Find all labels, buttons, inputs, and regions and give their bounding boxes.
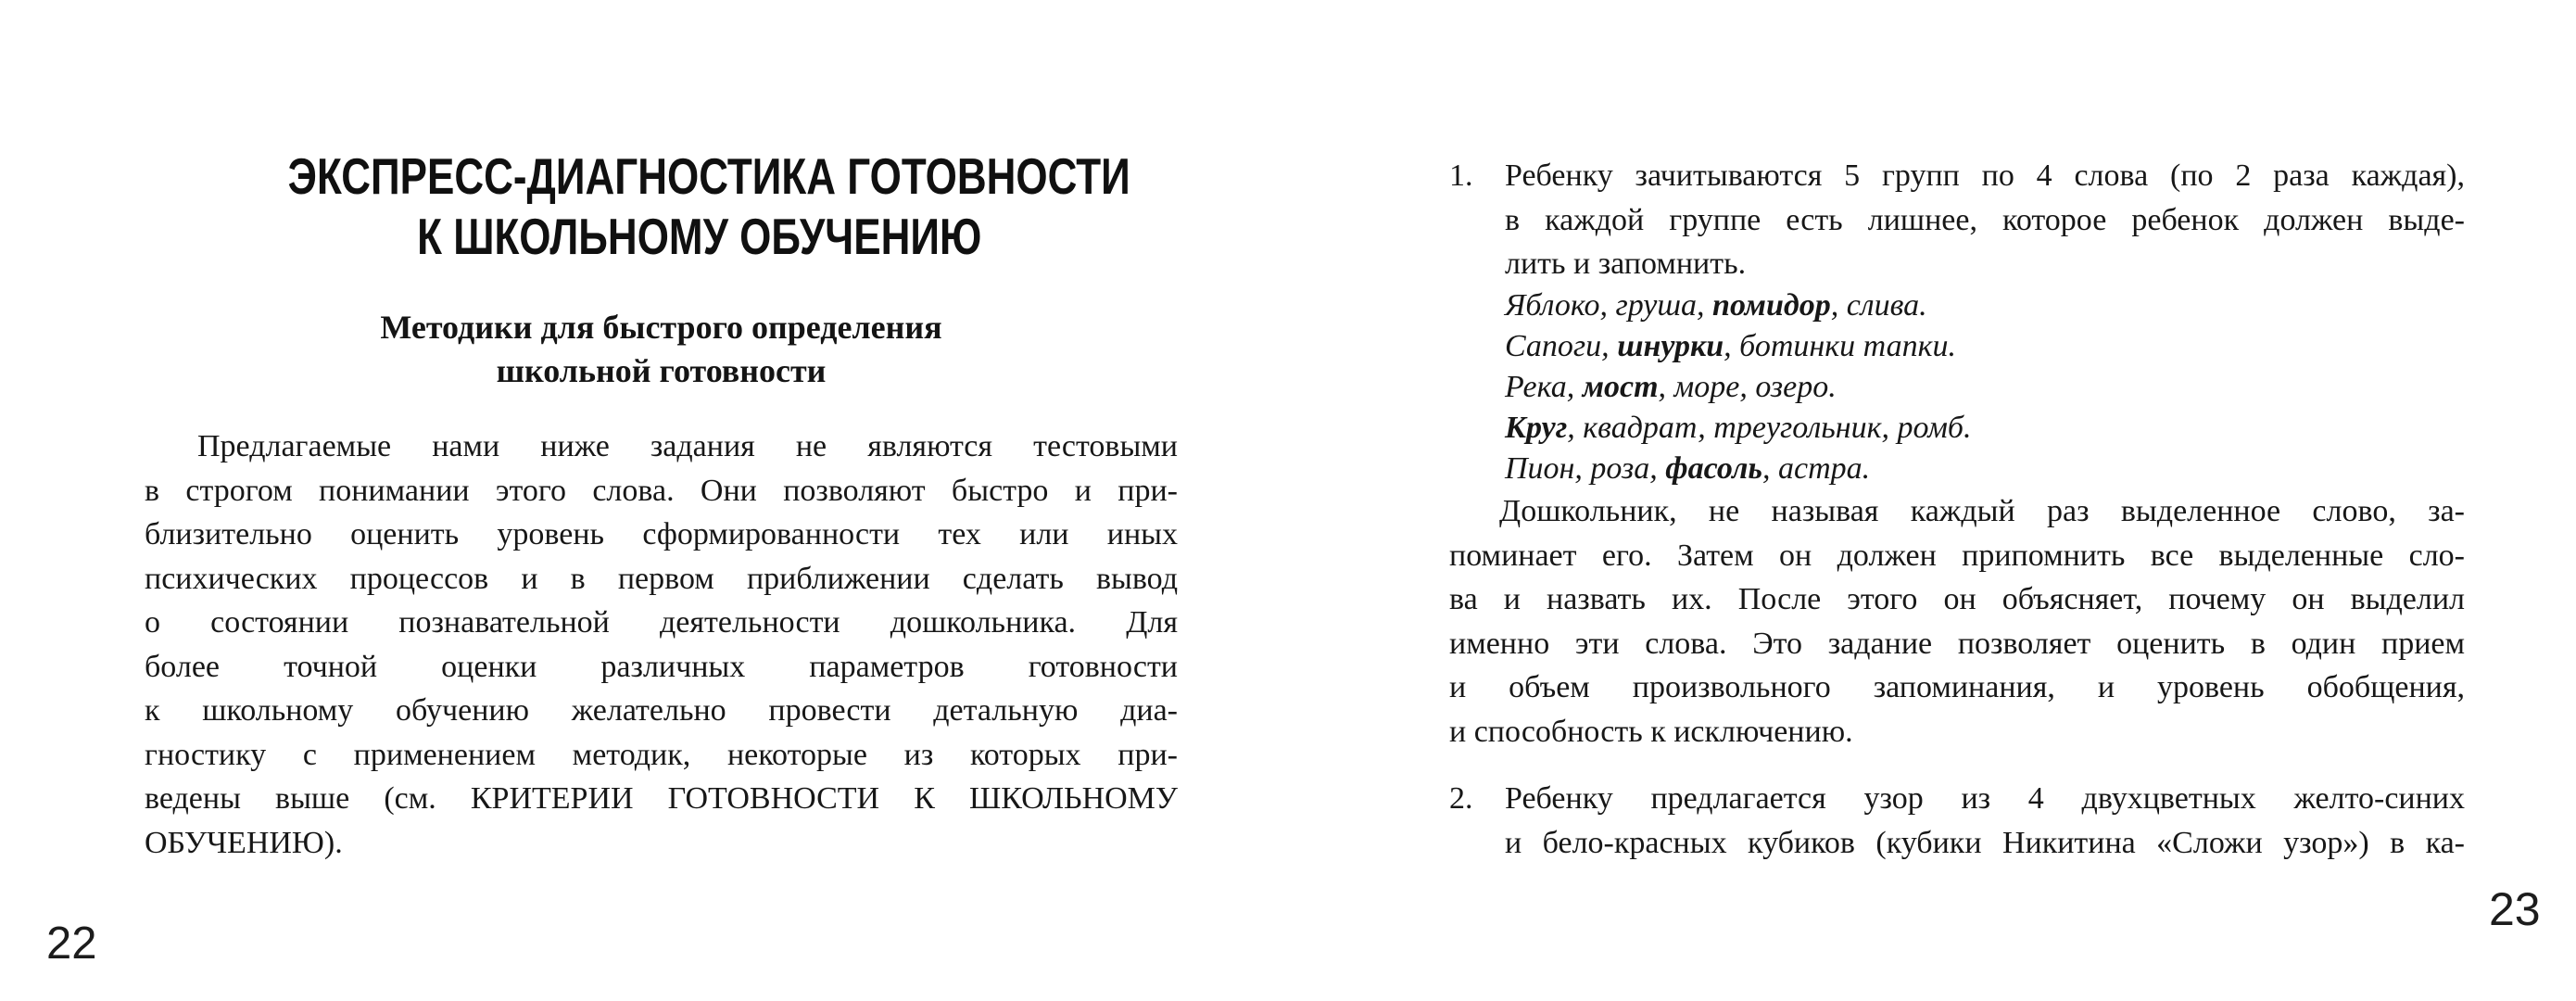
explanation-line: ва и назвать их. После этого он объясняет, почему он выделил xyxy=(1449,582,2465,616)
explanation-line: поминает его. Затем он должен припомнить все выделенные сло- xyxy=(1449,538,2465,573)
word-group-line: Круг, квадрат, треугольник, ромб. xyxy=(1505,411,1972,445)
item-2-number: 2. xyxy=(1449,781,1473,816)
paragraph-line: более точной оценки различных параметров готовности xyxy=(145,649,1178,684)
item-1-line: лить и запомнить. xyxy=(1505,247,1747,281)
paragraph-line: ведены выше (см. КРИТЕРИИ ГОТОВНОСТИ К ШКОЛЬНОМУ xyxy=(145,781,1178,816)
paragraph-line: к школьному обучению желательно провести детальную диа- xyxy=(145,693,1178,728)
chapter-title xyxy=(183,146,1216,267)
subtitle-line2: школьной готовности xyxy=(496,352,827,389)
intro-paragraph xyxy=(145,424,1178,865)
word-group-line: Пион, роза, фасоль, астра. xyxy=(1505,451,1871,486)
paragraph-line: в строгом понимании этого слова. Они позволяют быстро и при- xyxy=(145,473,1178,508)
word-group-line: Яблоко, груша, помидор, слива. xyxy=(1505,288,1927,323)
word-groups-list xyxy=(1449,285,2465,489)
item-1-line: в каждой группе есть лишнее, которое ребенок должен выде- xyxy=(1505,202,2465,237)
explanation-line: и способность к исключению. xyxy=(1449,714,1853,749)
section-subtitle xyxy=(145,306,1178,393)
paragraph-line: о состоянии познавательной деятельности дошкольника. Для xyxy=(145,605,1178,640)
paragraph-line: Предлагаемые нами ниже задания не являются тестовыми xyxy=(197,429,1178,463)
item-1-line: Ребенку зачитываются 5 групп по 4 слова (по 2 раза каждая), xyxy=(1505,158,2465,193)
paragraph-line: психических процессов и в первом приближении сделать вывод xyxy=(145,561,1178,596)
chapter-title-line2: К ШКОЛЬНОМУ ОБУЧЕНИЮ xyxy=(416,208,982,265)
explanation-line: Дошкольник, не называя каждый раз выделенное слово, за- xyxy=(1499,494,2465,528)
chapter-title-line1: ЭКСПРЕСС-ДИАГНОСТИКА ГОТОВНОСТИ xyxy=(287,147,1130,205)
explanation-line: и объем произвольного запоминания, и уровень обобщения, xyxy=(1449,670,2465,704)
item-1-explanation xyxy=(1449,489,2465,754)
paragraph-line: ОБУЧЕНИЮ). xyxy=(145,825,343,860)
paragraph-line: гностику с применением методик, некоторые из которых при- xyxy=(145,737,1178,772)
subtitle-line1: Методики для быстрого определения xyxy=(380,309,942,346)
paragraph-line: близительно оценить уровень сформированности тех или иных xyxy=(145,517,1178,551)
numbered-item-1 xyxy=(1449,154,2465,286)
item-2-line: Ребенку предлагается узор из 4 двухцветных желто-синих xyxy=(1505,781,2465,816)
word-group-line: Сапоги, шнурки, ботинки тапки. xyxy=(1505,329,1957,363)
page-number-left: 22 xyxy=(46,919,97,969)
explanation-line: именно эти слова. Это задание позволяет оценить в один прием xyxy=(1449,626,2465,661)
numbered-item-2 xyxy=(1449,777,2465,865)
word-group-line: Река, мост, море, озеро. xyxy=(1505,370,1837,404)
page-number-right: 23 xyxy=(2489,883,2541,935)
item-2-line: и бело-красных кубиков (кубики Никитина «Сложи узор») в ка- xyxy=(1505,825,2465,860)
item-1-number: 1. xyxy=(1449,158,1473,193)
